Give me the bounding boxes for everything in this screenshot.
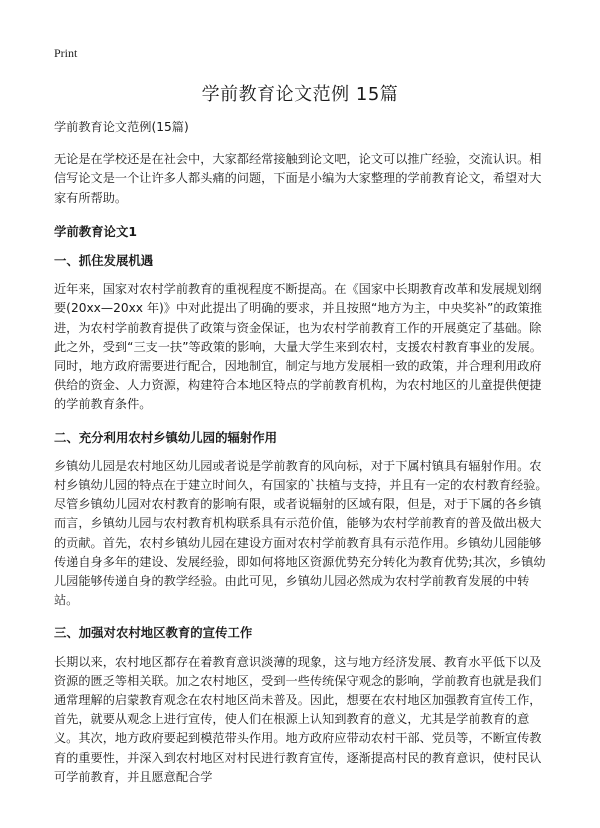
section-heading-2: 二、充分利用农村乡镇幼儿园的辐射作用 — [54, 429, 278, 445]
article-title: 学前教育论文1 — [54, 223, 137, 239]
section-paragraph-1: 近年来，国家对农村学前教育的重视程度不断提高。在《国家中长期教育改革和发展规划纲要(20xx—20xx 年)》中对此提出了明确的要求，并且按照“地方为主，中央奖补”的政策推进，为农村学前教育提供了政策与资金保证，也为农村学前教育工作的开展奠定了基础。除此之外，受到“三支一扶”等政策的影响，大量大学生来到农村，支援农村教育事业的发展。同时，地方政府需要进行配合，因地制宜，制定与地方发展相一致的政策，并合理利用政府供给的资金、人力资源，构建符合本地区特点的学前教育机构，为农村地区的儿童提供便捷的学前教育条件。 — [54, 282, 543, 412]
page-title: 学前教育论文范例 15篇 — [201, 84, 399, 105]
section-paragraph-3: 长期以来，农村地区都存在着教育意识淡薄的现象，这与地方经济发展、教育水平低下以及资源的匮乏等相关联。加之农村地区，受到一些传统保守观念的影响，学前教育也就是我们通常理解的启蒙教育观念在农村地区尚未普及。因此，想要在农村地区加强教育宣传工作，首先，就要从观念上进行宣传，使人们在根源上认知到教育的意义，尤其是学前教育的意义。其次，地方政府要起到模范带头作用。地方政府应带动农村干部、党员等，不断宣传教育的重要性，并深入到农村地区对村民进行教育宣传，逐渐提高村民的教育意识，使村民认可学前教育，并且愿意配合学 — [54, 654, 542, 784]
section-heading-3: 三、加强对农村地区教育的宣传工作 — [54, 625, 253, 641]
print-label: Print — [54, 46, 78, 60]
document-body — [54, 118, 550, 800]
section-heading-1: 一、抓住发展机遇 — [54, 253, 154, 269]
section-paragraph-2: 乡镇幼儿园是农村地区幼儿园或者说是学前教育的风向标，对于下属村镇具有辐射作用。农村乡镇幼儿园的特点在于建立时间久，有国家的`扶植与支持，并且有一定的农村教育经验。尽管乡镇幼儿园对农村教育的影响有限，或者说辐射的区域有限，但是，对于下属的各乡镇而言，乡镇幼儿园与农村教育机构联系具有示范价值，能够为农村学前教育的普及做出极大的贡献。首先，农村乡镇幼儿园在建设方面对农村学前教育具有示范作用。乡镇幼儿园能够传递自身多年的建设、发展经验，即如何将地区资源优势充分转化为教育优势;其次，乡镇幼儿园能够传递自身的教学经验。由此可见，乡镇幼儿园必然成为农村学前教育发展的中转站。 — [54, 458, 548, 608]
intro-paragraph: 无论是在学校还是在社会中，大家都经常接触到论文吧，论文可以推广经验，交流认识。相信写论文是一个让许多人都头痛的问题，下面是小编为大家整理的学前教育论文，希望对大家有所帮助。 — [54, 152, 542, 205]
document-subtitle: 学前教育论文范例(15篇) — [54, 120, 189, 134]
